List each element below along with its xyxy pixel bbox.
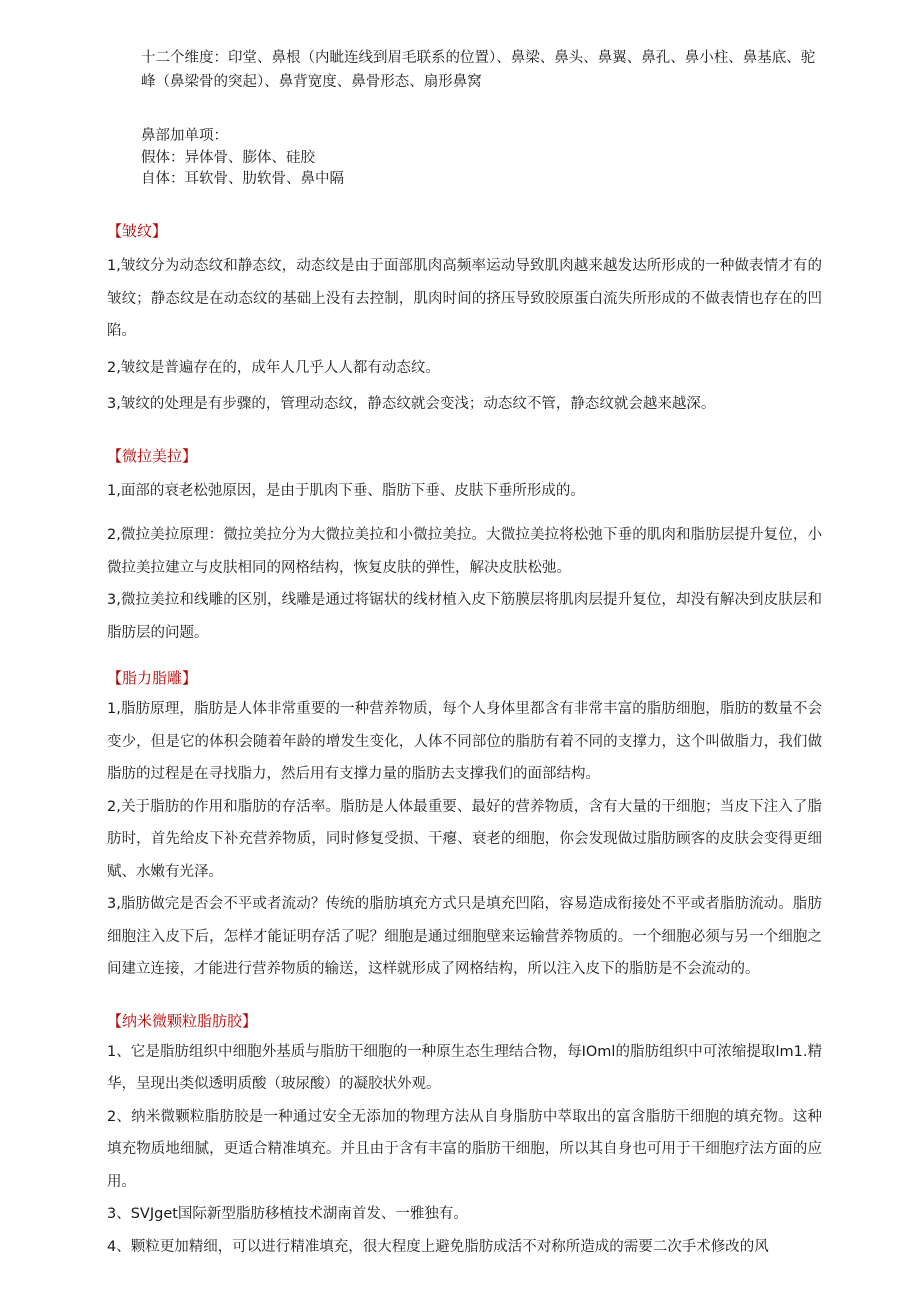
section-title-fat-sculpting: 【脂力脂雕】 [107,669,198,687]
micro-lift-paragraph-1: 1,面部的衰老松弛原因，是由于肌肉下垂、脂肪下垂、皮肤下垂所形成的。 [107,482,585,499]
section-title-wrinkles: 【皱纹】 [107,222,168,240]
wrinkles-paragraph-1: 1,皱纹分为动态纹和静态纹，动态纹是由于面部肌肉高频率运动导致肌肉越来越发达所形成的一种做表情才有的皱纹；静态纹是在动态纹的基础上没有去控制，肌肉时间的挤压导致胶原蛋白流失所形成的不做表情也存在的凹陷。 [107,258,822,339]
nano-fat-gel-paragraph-2: 2、纳米微颗粒脂肪胶是一种通过安全无添加的物理方法从自身脂肪中萃取出的富含脂肪干细胞的填充物。这种填充物质地细腻，更适合精准填充。并且由于含有丰富的脂肪干细胞，所以其自身也可用于干细胞疗法方面的应用。 [107,1108,822,1190]
nose-addon-block [141,126,821,191]
nose-addon-fake-body: 假体：异体骨、膨体、硅胶 [141,149,315,166]
nano-fat-gel-paragraph-4: 4、颗粒更加精细，可以进行精准填充，很大程度上避免脂肪成活不对称所造成的需要二次手术修改的风 [107,1238,769,1255]
fat-sculpting-paragraph-1: 1,脂肪原理，脂肪是人体非常重要的一种营养物质，每个人身体里都含有非常丰富的脂肪细胞，脂肪的数量不会变少，但是它的体积会随着年龄的增发生变化，人体不同部位的脂肪有着不同的支撑力，这个叫做脂力，我们做脂肪的过程是在寻找脂力，然后用有支撑力量的脂肪去支撑我们的面部结构。 [107,701,822,782]
nose-addon-title: 鼻部加单项： [141,128,228,144]
fat-sculpting-paragraph-2: 2,关于脂肪的作用和脂肪的存活率。脂肪是人体最重要、最好的营养物质，含有大量的干细胞；当皮下注入了脂肪时，首先给皮下补充营养物质，同时修复受损、干瘪、衰老的细胞，你会发现做过脂肪顾客的皮肤会变得更细赋、水嫩有光泽。 [107,798,822,880]
nano-fat-gel-paragraph-3: 3、SVJget国际新型脂肪移植技术湖南首发、一雅独有。 [107,1206,468,1222]
section-title-micro-lift: 【微拉美拉】 [107,446,198,465]
main-content [107,216,822,1263]
fat-sculpting-paragraph-3: 3,脂肪做完是否会不平或者流动？传统的脂肪填充方式只是填充凹陷，容易造成衔接处不平或者脂肪流动。脂肪细胞注入皮下后，怎样才能证明存活了呢？细胞是通过细胞壁来运输营养物质的。一个细胞必须与另一个细胞之间建立连接，才能进行营养物质的输送，这样就形成了网格结构，所以注入皮下的脂肪是不会流动的。 [107,896,822,977]
nose-dimensions-block [141,46,821,94]
nose-addon-autologous: 自体：耳软骨、肋软骨、鼻中隔 [141,171,344,187]
section-title-nano-fat-gel: 【纳米微颗粒脂肪胶】 [107,1011,258,1030]
nose-dimensions-text: 十二个维度：印堂、鼻根（内眦连线到眉毛联系的位置）、鼻梁、鼻头、鼻翼、鼻孔、鼻小柱、鼻基底、驼峰（鼻梁骨的突起）、鼻背宽度、鼻骨形态、扇形鼻窝 [141,50,816,90]
wrinkles-paragraph-2: 2,皱纹是普遍存在的，成年人几乎人人都有动态纹。 [107,359,440,376]
nano-fat-gel-paragraph-1: 1、它是脂肪组织中细胞外基质与脂肪干细胞的一种原生态生理结合物，每IOml的脂肪组织中可浓缩提取lm1.精华，呈现出类似透明质酸（玻尿酸）的凝胶状外观。 [107,1043,822,1092]
micro-lift-paragraph-2: 2,微拉美拉原理：微拉美拉分为大微拉美拉和小微拉美拉。大微拉美拉将松弛下垂的肌肉和脂肪层提升复位，小微拉美拉建立与皮肤相同的网格结构，恢复皮肤的弹性，解决皮肤松弛。 [107,527,822,576]
micro-lift-paragraph-3: 3,微拉美拉和线雕的区别，线雕是通过将锯状的线材植入皮下筋膜层将肌肉层提升复位，却没有解决到皮肤层和脂肪层的问题。 [107,592,822,641]
wrinkles-paragraph-3: 3,皱纹的处理是有步骤的，管理动态纹，静态纹就会变浅；动态纹不管，静态纹就会越来越深。 [107,396,716,412]
